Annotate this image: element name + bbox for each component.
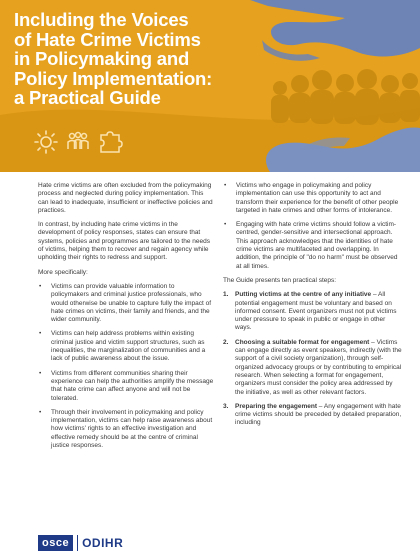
list-item: • Victims from different communities sharing their experience can help the authorities amplify the message that hate crime can affect anyone and will not be tolerated. bbox=[38, 370, 214, 403]
list-item: • Victims who engage in policymaking and policy implementation can use this opportunity to act and transform their experience for the benefit of other people targeted in hate crimes and other forms of intolerance. bbox=[223, 182, 403, 215]
step-title: Putting victims at the centre of any initiative bbox=[235, 291, 372, 299]
step-title: Preparing the engagement bbox=[235, 402, 317, 410]
title-line: Policy Implementation: bbox=[14, 67, 213, 89]
contrast-paragraph: In contrast, by including hate crime victims in the development of policy responses, states can ensure that systems, policies and programmes are tailored to the needs of victims, helping them to recover and regain agency while upholding their rights to redress and support. bbox=[38, 221, 210, 262]
steps-list bbox=[223, 291, 403, 427]
logo-divider bbox=[77, 535, 78, 551]
sun-icon bbox=[32, 128, 60, 156]
step-number: 1. bbox=[223, 291, 229, 299]
step-text: – All potential engagement must be voluntary and based on informed consent. Event organizers must not put victims under pressure to speak in public or engage in other ways. bbox=[235, 291, 397, 332]
step-text: – Any engagement with hate crime victims should be preceded by detailed preparation, including bbox=[235, 402, 402, 427]
more-specifically-label: More specifically: bbox=[38, 268, 88, 276]
step-item bbox=[223, 403, 403, 428]
list-item: • Engaging with hate crime victims should follow a victim-centred, gender-sensitive and intersectional approach. This approach acknowledges that the identities of hate crime victims are multifaceted and overlapping. In addition, the principle of "do no harm" must be observed at all times. bbox=[223, 221, 403, 271]
step-item bbox=[223, 339, 403, 397]
benefits-list bbox=[38, 283, 214, 450]
left-column bbox=[38, 182, 214, 456]
step-text: – Victims can engage directly as event speakers, indirectly (with the support of a civil society organization), through self-organized advocacy groups or by contributing to empirical research. When selecting a format for engagement, organizers must consider the policy area addressed by the initiative, as well as other relevant factors. bbox=[235, 338, 402, 396]
step-number: 2. bbox=[223, 338, 229, 346]
title-line: in Policymaking and bbox=[14, 48, 190, 70]
title-line: of Hate Crime Victims bbox=[14, 28, 201, 50]
right-column bbox=[223, 182, 403, 434]
osce-wordmark: osce bbox=[38, 535, 73, 551]
people-icon bbox=[64, 128, 92, 156]
steps-intro: The Guide presents ten practical steps: bbox=[223, 276, 337, 284]
list-item: • Victims can help address problems within existing criminal justice and victim support structures, such as inequalities, the marginalization of communities and a lack of public awareness about the issue. bbox=[38, 330, 214, 363]
step-item bbox=[223, 291, 403, 332]
theme-icon-row bbox=[32, 128, 128, 156]
list-item: • Victims can provide valuable information to policymakers and criminal justice professionals, who would otherwise be unable to capture fully the impact of hate crimes on victims, their family and friends, and the wider community. bbox=[38, 283, 214, 324]
benefits-list-continued bbox=[223, 182, 403, 271]
puzzle-icon bbox=[96, 128, 124, 156]
step-number: 3. bbox=[223, 402, 229, 410]
header-banner bbox=[0, 0, 420, 172]
title-line: a Practical Guide bbox=[14, 87, 161, 109]
osce-odihr-logo bbox=[38, 535, 123, 551]
title-line: Including the Voices bbox=[14, 9, 189, 30]
document-title bbox=[14, 10, 284, 108]
step-title: Choosing a suitable format for engagement bbox=[235, 338, 370, 346]
list-item: • Through their involvement in policymaking and policy implementation, victims can help raise awareness about how victims' rights to an effective investigation and effective remedy should be at the centre of criminal justice responses. bbox=[38, 409, 214, 450]
odihr-wordmark: ODIHR bbox=[82, 536, 124, 550]
intro-paragraph: Hate crime victims are often excluded from the policymaking process and neglected during policy implementation. This can lead to inadequate, insufficient or ineffective policies and practices. bbox=[38, 182, 213, 214]
